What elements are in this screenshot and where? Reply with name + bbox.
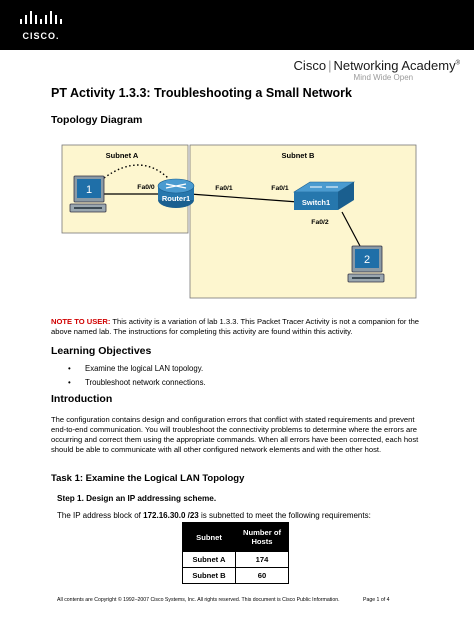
- footer: [57, 597, 417, 603]
- task-heading: Task 1: Examine the Logical LAN Topology: [51, 473, 245, 484]
- switch-label: Switch1: [301, 198, 331, 207]
- list-item: • Troubleshoot network connections.: [68, 376, 206, 390]
- cisco-wordmark: CISCO.: [22, 31, 60, 41]
- router-label: Router1: [161, 194, 191, 203]
- pc1-label: 1: [85, 184, 93, 196]
- academy-separator: |: [328, 58, 332, 73]
- objectives-list: [68, 362, 206, 390]
- pc1[interactable]: [70, 176, 106, 212]
- cisco-logo: [19, 8, 63, 44]
- table-row: [183, 568, 289, 584]
- intro-text: The configuration contains design and configuration errors that conflict with stated requirements and prevent end-to-end communication. You will troubleshoot the connectivity problems to determine where the errors are occurring and correct them using the appropriate commands. When all errors have been corrected, each host should be able to communicate with all other configured network elements and with the other host.: [51, 415, 419, 454]
- subnet-table: [182, 522, 289, 584]
- col-header-subnet: Subnet: [183, 523, 236, 552]
- note-label: NOTE TO USER:: [51, 317, 111, 326]
- cell-hosts: 60: [236, 568, 289, 584]
- port-router-fa00: Fa0/0: [137, 184, 155, 191]
- step-text-post: is subnetted to meet the following requirements:: [198, 511, 371, 520]
- subnet-b-label: Subnet B: [281, 151, 315, 160]
- router1[interactable]: [158, 179, 194, 208]
- page-number: Page 1 of 4: [363, 597, 390, 603]
- pc2[interactable]: [348, 246, 384, 282]
- cell-subnet: Subnet B: [183, 568, 236, 584]
- topology-diagram: [60, 142, 418, 300]
- cell-subnet: Subnet A: [183, 552, 236, 568]
- step-text: [57, 511, 371, 520]
- academy-tagline: Mind Wide Open: [353, 73, 414, 82]
- note-to-user: [51, 317, 426, 337]
- port-switch-fa01: Fa0/1: [271, 185, 289, 192]
- subnet-a-label: Subnet A: [105, 151, 139, 160]
- step-text-pre: The IP address block of: [57, 511, 144, 520]
- header-bar: [0, 0, 474, 50]
- table-row: [183, 552, 289, 568]
- academy-name-cisco: Cisco: [293, 58, 327, 73]
- topology-heading: Topology Diagram: [51, 114, 143, 126]
- pc2-label: 2: [363, 254, 371, 266]
- port-router-fa01: Fa0/1: [215, 185, 233, 192]
- col-header-hosts: Number of Hosts: [236, 523, 289, 552]
- table-header-row: [183, 523, 289, 552]
- ip-block: 172.16.30.0 /23: [143, 511, 199, 520]
- cisco-bars-icon: [19, 8, 63, 28]
- registered-mark: ®: [455, 60, 460, 67]
- cell-hosts: 174: [236, 552, 289, 568]
- academy-name-networking: Networking Academy: [333, 58, 456, 73]
- step-heading: Step 1. Design an IP addressing scheme.: [57, 494, 217, 503]
- intro-heading: Introduction: [51, 393, 113, 405]
- objectives-heading: Learning Objectives: [51, 345, 152, 357]
- port-switch-fa02: Fa0/2: [311, 219, 329, 226]
- list-item: • Examine the logical LAN topology.: [68, 362, 206, 376]
- academy-name: [294, 58, 460, 73]
- note-text: This activity is a variation of lab 1.3.3. This Packet Tracer Activity is not a companion for the above named lab. The instructions for completing this activity are found within this activity.: [51, 317, 420, 336]
- page-title: PT Activity 1.3.3: Troubleshooting a Small Network: [51, 86, 352, 100]
- academy-brand: [294, 58, 460, 82]
- copyright-text: All contents are Copyright © 1992–2007 Cisco Systems, Inc. All rights reserved. This document is Cisco Public Information.: [57, 597, 340, 603]
